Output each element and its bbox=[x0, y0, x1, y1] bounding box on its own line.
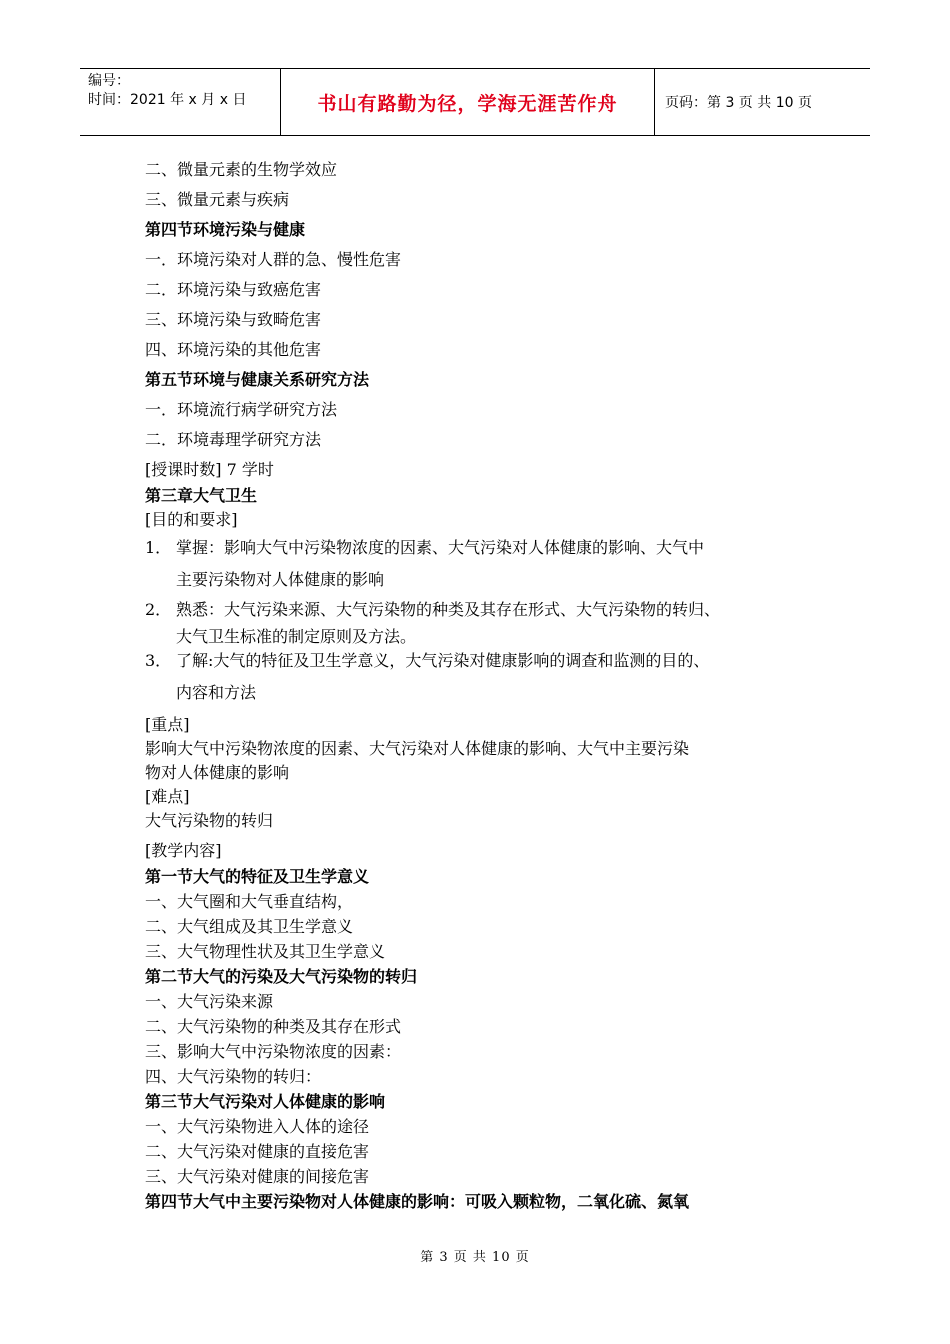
text-line: [重点] bbox=[145, 715, 190, 734]
text-line: 一、大气圈和大气垂直结构， bbox=[145, 892, 354, 911]
text-line: 影响大气中污染物浓度的因素、大气污染对人体健康的影响、大气中主要污染 bbox=[145, 739, 690, 758]
text-line: 物对人体健康的影响 bbox=[145, 763, 290, 782]
text-line: 三、大气物理性状及其卫生学意义 bbox=[145, 942, 386, 961]
chapter-heading: 第三章大气卫生 bbox=[145, 486, 258, 505]
objective-text: 熟悉：大气污染来源、大气污染物的种类及其存在形式、大气污染物的转归、 bbox=[176, 600, 721, 619]
text-line: 二、微量元素的生物学效应 bbox=[145, 160, 338, 179]
objective-text-continued: 大气卫生标准的制定原则及方法。 bbox=[176, 627, 417, 646]
text-line: [难点] bbox=[145, 787, 190, 806]
section-heading: 第二节大气的污染及大气污染物的转归 bbox=[145, 967, 418, 986]
section-heading: 第四节环境污染与健康 bbox=[145, 220, 306, 239]
section-heading: 第一节大气的特征及卫生学意义 bbox=[145, 867, 370, 886]
text-line: 三、环境污染与致畸危害 bbox=[145, 310, 322, 329]
objective-item bbox=[145, 535, 835, 597]
text-line: 一、大气污染来源 bbox=[145, 992, 274, 1011]
objective-text: 掌握：影响大气中污染物浓度的因素、大气污染对人体健康的影响、大气中 bbox=[176, 538, 705, 557]
date-label: 时间：2021 年 x 月 x 日 bbox=[88, 92, 247, 108]
text-line: 一、大气污染物进入人体的途径 bbox=[145, 1117, 370, 1136]
text-line: 一．环境污染对人群的急、慢性危害 bbox=[145, 250, 402, 269]
text-line: 二．环境污染与致癌危害 bbox=[145, 280, 322, 299]
text-line: 三、微量元素与疾病 bbox=[145, 190, 290, 209]
text-line: 四、环境污染的其他危害 bbox=[145, 340, 322, 359]
text-line: [授课时数] 7 学时 bbox=[145, 460, 274, 479]
objective-number: 3． bbox=[145, 651, 172, 670]
section-heading: 第四节大气中主要污染物对人体健康的影响：可吸入颗粒物，二氧化硫、氮氧 bbox=[145, 1192, 690, 1211]
text-line: 四、大气污染物的转归： bbox=[145, 1067, 322, 1086]
text-line: 一．环境流行病学研究方法 bbox=[145, 400, 338, 419]
objective-item bbox=[145, 597, 835, 648]
section-heading: 第五节环境与健康关系研究方法 bbox=[145, 370, 370, 389]
objective-number: 2． bbox=[145, 600, 172, 619]
header-left-cell bbox=[80, 69, 281, 135]
text-line: [目的和要求] bbox=[145, 510, 238, 529]
text-line: 三、影响大气中污染物浓度的因素： bbox=[145, 1042, 402, 1061]
section-heading: 第三节大气污染对人体健康的影响 bbox=[145, 1092, 386, 1111]
objective-text: 了解:大气的特征及卫生学意义，大气污染对健康影响的调查和监测的目的、 bbox=[176, 651, 710, 670]
objective-text-continued: 内容和方法 bbox=[176, 683, 257, 702]
objective-item bbox=[145, 648, 835, 710]
text-line: 二、大气组成及其卫生学意义 bbox=[145, 917, 354, 936]
page-header bbox=[80, 68, 870, 136]
serial-label: 编号： bbox=[88, 73, 130, 89]
text-line: 二．环境毒理学研究方法 bbox=[145, 430, 322, 449]
text-line: [教学内容] bbox=[145, 841, 222, 860]
header-page-code: 页码：第 3 页 共 10 页 bbox=[665, 95, 812, 111]
document-body bbox=[145, 157, 835, 1214]
objective-text-continued: 主要污染物对人体健康的影响 bbox=[176, 570, 385, 589]
text-line: 大气污染物的转归 bbox=[145, 811, 274, 830]
text-line: 二、大气污染对健康的直接危害 bbox=[145, 1142, 370, 1161]
text-line: 三、大气污染对健康的间接危害 bbox=[145, 1167, 370, 1186]
text-line: 二、大气污染物的种类及其存在形式 bbox=[145, 1017, 402, 1036]
objective-number: 1． bbox=[145, 538, 172, 557]
header-motto: 书山有路勤为径，学海无涯苦作舟 bbox=[281, 69, 655, 135]
page-footer: 第 3 页 共 10 页 bbox=[420, 1250, 530, 1265]
